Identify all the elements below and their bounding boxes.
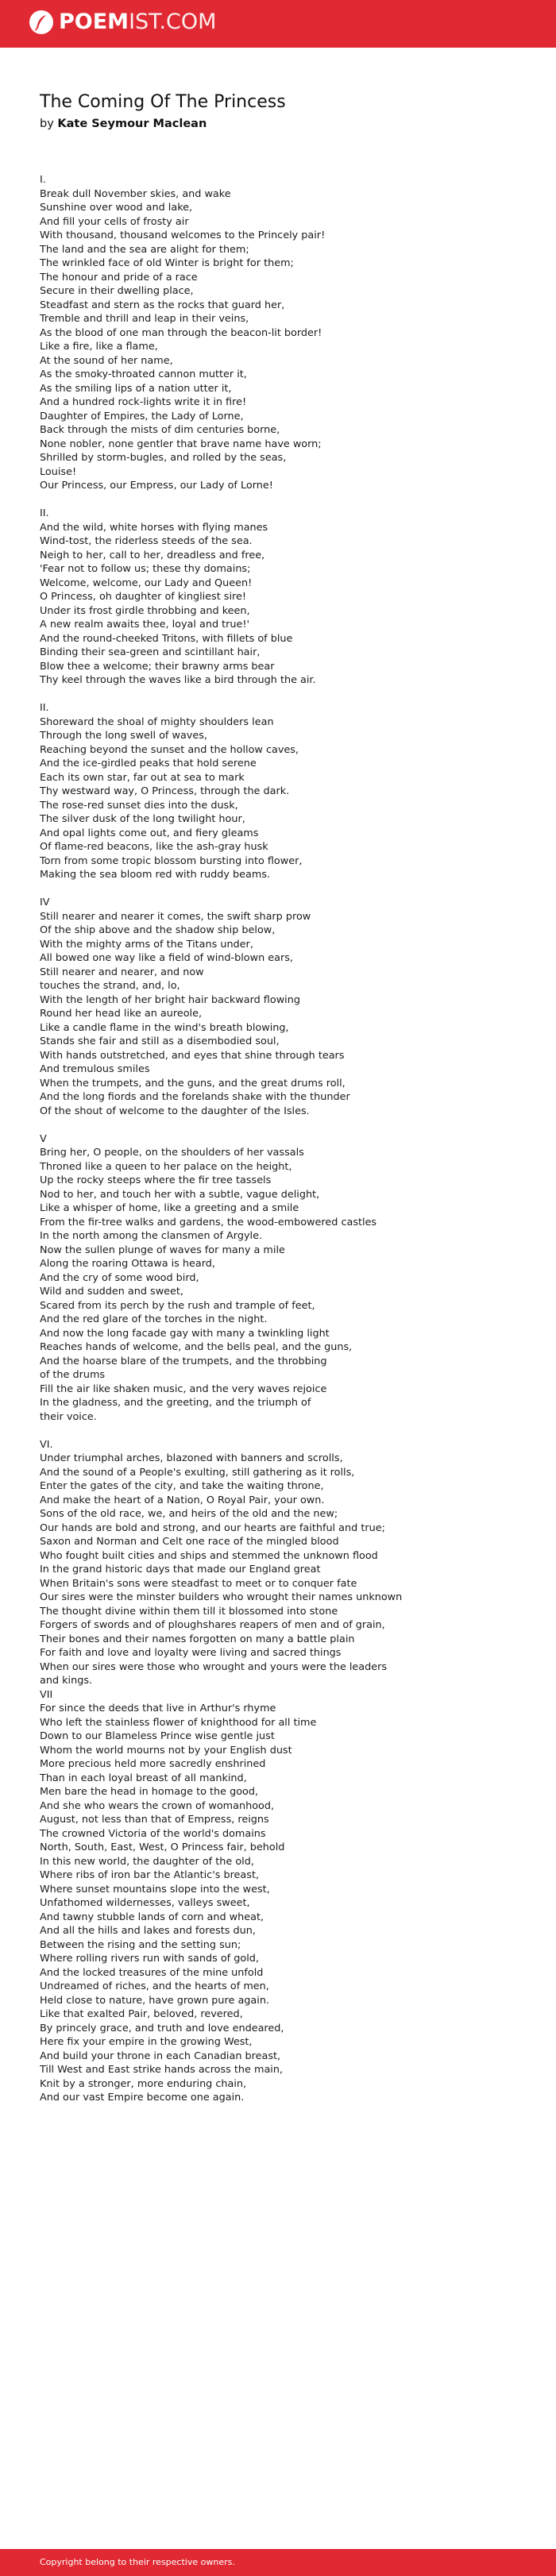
poem-line: In the gladness, and the greeting, and the triumph of [40,1397,311,1409]
poem-line: As the smiling lips of a nation utter it, [40,382,232,395]
poem-line: Welcome, welcome, our Lady and Queen! [40,577,253,589]
poem-line: With the mighty arms of the Titans under, [40,938,253,951]
poem-line: Thy keel through the waves like a bird through the air. [40,674,316,686]
poem-line: Still nearer and nearer it comes, the swift sharp prow [40,910,311,923]
poem-line: Torn from some tropic blossom bursting into flower, [40,854,303,867]
poem-line: Now the sullen plunge of waves for many a mile [40,1244,285,1256]
poem-line: Held close to nature, have grown pure again. [40,1994,269,2007]
byline [40,116,207,132]
poem-line: And the round-cheeked Tritons, with fillets of blue [40,632,293,645]
poem-line: and kings. [40,1675,93,1687]
poem-line: And the red glare of the torches in the night. [40,1313,268,1325]
quill-logo-icon [29,10,54,35]
poem-line: their voice. [40,1410,97,1423]
stanza-gap [40,882,540,897]
poem-line: When our sires were those who wrought and yours were the leaders [40,1660,388,1673]
copyright-text: Copyright belong to their respective owners. [40,2557,235,2567]
poem-line: Up the rocky steeps where the fir tree tassels [40,1174,272,1186]
poem-line: In the grand historic days that made our England great [40,1564,321,1575]
poem-line: 'Fear not to follow us; these thy domains; [40,563,251,575]
poem-line: Like that exalted Pair, beloved, revered, [40,2008,243,2020]
poem-line: And build your throne in each Canadian breast, [40,2050,281,2062]
poem-line: And now the long facade gay with many a twinkling light [40,1327,330,1340]
poem-line: Fill the air like shaken music, and the very waves rejoice [40,1382,327,1395]
poem-line: IV [40,897,50,908]
poem-line: Than in each loyal breast of all mankind, [40,1772,247,1784]
poem-line: Binding their sea-green and scintillant hair, [40,646,261,658]
stanza-gap [40,1118,540,1132]
poem-body [40,173,540,2105]
poem-line: Reaching beyond the sunset and the hollow caves, [40,743,299,756]
poem-line: And opal lights come out, and fiery gleams [40,827,259,839]
poem-line: II. [40,702,49,714]
poem-line: Where ribs of iron bar the Atlantic's breast, [40,1869,260,1881]
poem-line: And the locked treasures of the mine unfold [40,1966,264,1979]
poem-line: The silver dusk of the long twilight hour, [40,813,245,825]
poem-line: Where rolling rivers run with sands of gold, [40,1953,259,1965]
poem-line: Sons of the old race, we, and heirs of the old and the new; [40,1508,338,1520]
poem-line: The honour and pride of a race [40,271,198,283]
poem-line: And tremulous smiles [40,1063,150,1075]
poem-title: The Coming Of The Princess [40,92,286,112]
poem-line: Like a whisper of home, like a greeting and a smile [40,1202,299,1214]
poem-line: And the wild, white horses with flying manes [40,521,268,534]
site-logo[interactable] [29,9,216,36]
poem-line: Daughter of Empires, the Lady of Lorne, [40,410,244,422]
poem-line: VII [40,1688,53,1701]
poem-line: Stands she fair and still as a disembodied soul, [40,1035,280,1047]
poem-line: A new realm awaits thee, loyal and true!' [40,619,250,631]
poem-line: Who left the stainless flower of knighthood for all time [40,1716,317,1729]
poem-line: Like a fire, like a flame, [40,341,158,353]
poem-line: Blow thee a welcome; their brawny arms bear [40,660,275,673]
poem-line: And the sound of a People's exulting, still gathering as it rolls, [40,1466,355,1479]
poem-line: With thousand, thousand welcomes to the Princely pair! [40,229,326,241]
poem-line: The wrinkled face of old Winter is bright for them; [40,257,294,269]
poem-line: Shrilled by storm-bugles, and rolled by the seas, [40,452,287,464]
poem-line: Here fix your empire in the growing West, [40,2036,253,2048]
poem-line: Down to our Blameless Prince wise gentle just [40,1730,275,1742]
poem-line: When the trumpets, and the guns, and the great drums roll, [40,1077,346,1089]
poem-line: And a hundred rock-lights write it in fire! [40,396,247,408]
poem-line: The crowned Victoria of the world's domains [40,1827,266,1840]
poem-line: Unfathomed wildernesses, valleys sweet, [40,1897,250,1909]
poem-line: All bowed one way like a field of wind-blown ears, [40,952,293,964]
poem-line: V [40,1132,47,1145]
stanza-gap [40,493,540,507]
poem-line: Till West and East strike hands across the main, [40,2064,284,2076]
poem-line: With the length of her bright hair backward flowing [40,993,300,1006]
poem-line: Back through the mists of dim centuries borne, [40,424,280,436]
poem-line: Who fought built cities and ships and stemmed the unknown flood [40,1549,378,1562]
poem-line: Of the ship above and the shadow ship below, [40,924,276,936]
site-header [0,0,556,48]
site-footer [0,2549,556,2576]
poem-line: And our vast Empire become one again. [40,2092,245,2104]
poem-line: Whom the world mourns not by your English dust [40,1744,292,1757]
poem-line: As the blood of one man through the beacon-lit border! [40,326,322,339]
logo-light-part: IST.COM [129,10,217,34]
poem-line: Between the rising and the setting sun; [40,1938,241,1951]
poem-line: Along the roaring Ottawa is heard, [40,1258,215,1270]
poem-line: And tawny stubble lands of corn and wheat, [40,1911,264,1923]
poem-line: In the north among the clansmen of Argyle. [40,1230,263,1242]
poem-line: The land and the sea are alight for them; [40,243,249,256]
poem-line: Reaches hands of welcome, and the bells peal, and the guns, [40,1341,353,1353]
poem-line: Of the shout of welcome to the daughter of the Isles. [40,1105,310,1117]
poem-line: August, not less than that of Empress, reigns [40,1814,269,1826]
poem-line: None nobler, none gentler that brave name have worn; [40,438,322,450]
poem-line: Neigh to her, call to her, dreadless and free, [40,549,265,561]
poem-line: Shoreward the shoal of mighty shoulders lean [40,715,274,728]
poem-line: Tremble and thrill and leap in their veins, [40,313,249,325]
poem-line: Sunshine over wood and lake, [40,202,193,214]
poem-line: Nod to her, and touch her with a subtle, vague delight, [40,1188,320,1201]
poem-line: Scared from its perch by the rush and trample of feet, [40,1299,315,1312]
poem-line: Break dull November skies, and wake [40,187,231,200]
poem-line: Like a candle flame in the wind's breath blowing, [40,1021,289,1034]
poem-line: When Britain's sons were steadfast to meet or to conquer fate [40,1577,357,1590]
poem-line: With hands outstretched, and eyes that shine through tears [40,1049,345,1062]
poem-line: VI. [40,1438,53,1451]
poem-line: For faith and love and loyalty were living and sacred things [40,1647,342,1659]
poem-line: Steadfast and stern as the rocks that guard her, [40,299,285,311]
poem-line: Wild and sudden and sweet, [40,1286,183,1298]
poem-line: For since the deeds that live in Arthur's rhyme [40,1703,276,1714]
poem-line: And all the hills and lakes and forests dun, [40,1925,256,1937]
poem-line: And make the heart of a Nation, O Royal Pair, your own. [40,1494,325,1506]
poem-line: Making the sea bloom red with ruddy beams. [40,869,271,881]
poem-line: Louise! [40,465,77,478]
poem-line: Round her head like an aureole, [40,1008,203,1020]
poem-line: Under its frost girdle throbbing and keen, [40,604,250,617]
poem-line: Each its own star, far out at sea to mark [40,771,245,784]
poem-line: Their bones and their names forgotten on many a battle plain [40,1633,355,1645]
poem-line: North, South, East, West, O Princess fair, behold [40,1841,285,1853]
site-logo-text [59,9,216,36]
poem-line: Of flame-red beacons, like the ash-gray husk [40,841,268,853]
poem-line: And the long fiords and the forelands shake with the thunder [40,1091,350,1103]
stanza-gap [40,1424,540,1438]
stanza-gap [40,688,540,702]
poem-line: Still nearer and nearer, and now [40,966,204,978]
poem-line: Where sunset mountains slope into the west, [40,1883,270,1895]
poem-line: More precious held more sacredly enshrined [40,1758,266,1770]
poem-line: II. [40,507,49,519]
poem-line: Thy westward way, O Princess, through the dark. [40,785,290,797]
poem-line: Our Princess, our Empress, our Lady of Lorne! [40,480,273,492]
author-name[interactable]: Kate Seymour Maclean [57,118,207,130]
poem-line: By princely grace, and truth and love endeared, [40,2022,284,2034]
poem-line: O Princess, oh daughter of kingliest sire! [40,591,247,603]
poem-line: I. [40,174,46,186]
poem-line: From the fir-tree walks and gardens, the wood-embowered castles [40,1216,377,1228]
poem-line: The rose-red sunset dies into the dusk, [40,799,238,812]
poem-line: The thought divine within them till it blossomed into stone [40,1605,338,1618]
poem-line: Knit by a stronger, more enduring chain, [40,2077,247,2090]
poem-line: In this new world, the daughter of the old, [40,1855,254,1868]
poem-line: At the sound of her name, [40,354,173,367]
poem-line: Our hands are bold and strong, and our hearts are faithful and true; [40,1521,385,1534]
poem-line: And she who wears the crown of womanhood, [40,1799,275,1812]
poem-line: touches the strand, and, lo, [40,980,180,992]
poem-line: And the hoarse blare of the trumpets, and the throbbing [40,1355,327,1367]
poem-line: of the drums [40,1369,106,1381]
poem-line: Enter the gates of the city, and take the waiting throne, [40,1480,324,1492]
poem-line: Throned like a queen to her palace on the height, [40,1160,292,1173]
poem-line: Saxon and Norman and Celt one race of the mingled blood [40,1536,339,1548]
poem-line: Undreamed of riches, and the hearts of men, [40,1980,269,1992]
poem-line: Bring her, O people, on the shoulders of her vassals [40,1147,304,1159]
poem-line: And the cry of some wood bird, [40,1271,199,1284]
poem-line: Our sires were the minster builders who wrought their names unknown [40,1591,403,1603]
poem-line: Men bare the head in homage to the good, [40,1786,259,1798]
poem-line: Forgers of swords and of ploughshares reapers of men and of grain, [40,1619,385,1631]
poem-line: Wind-tost, the riderless steeds of the sea. [40,535,253,547]
poem-line: Under triumphal arches, blazoned with banners and scrolls, [40,1452,343,1464]
poem-line: As the smoky-throated cannon mutter it, [40,368,247,380]
poem-line: And fill your cells of frosty air [40,215,189,228]
poem-line: And the ice-girdled peaks that hold serene [40,758,257,769]
by-label: by [40,118,58,130]
logo-bold-part: POEM [59,10,129,34]
poem-line: Secure in their dwelling place, [40,285,194,297]
poem-line: Through the long swell of waves, [40,730,207,742]
